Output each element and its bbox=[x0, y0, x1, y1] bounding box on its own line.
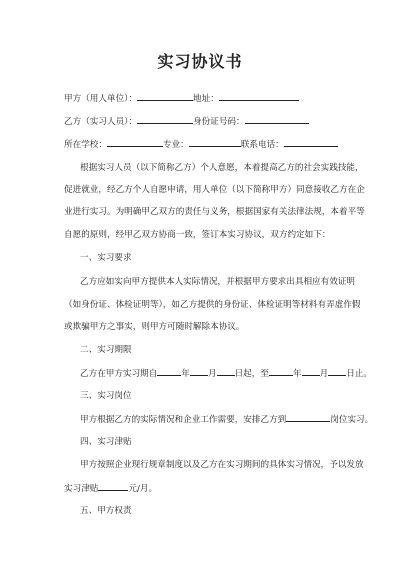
section-5-heading: 五、甲方权责 bbox=[80, 506, 132, 516]
start-day-blank[interactable] bbox=[217, 367, 235, 376]
party-b-label: 乙方（实习人员）： bbox=[64, 117, 138, 127]
school-line bbox=[64, 138, 338, 151]
intro-line-4: 自愿的原则，经甲乙双方协商一致，签订本实习协议，双方约定如下： bbox=[64, 230, 331, 240]
section-2-heading: 二、实习期限 bbox=[80, 345, 132, 355]
s3-text-start: 甲方根据乙方的实际情况和企业工作需要，安排乙方到 bbox=[80, 415, 287, 425]
s4-line-1: 甲方按照企业现行规章制度以及乙方在实习期间的具体实习情况，予以发放 bbox=[80, 460, 364, 470]
intro-line-2: 促进就业，经乙方个人自愿申请，用人单位（以下简称甲方）同意接收乙方在企 bbox=[64, 185, 365, 195]
party-a-line bbox=[64, 92, 299, 105]
party-b-line bbox=[64, 115, 309, 128]
section-4-heading: 四、实习津贴 bbox=[80, 437, 132, 447]
start-year-blank[interactable] bbox=[157, 367, 181, 376]
end-month-blank[interactable] bbox=[302, 367, 320, 376]
s2-text-month-2: 月 bbox=[319, 369, 329, 379]
party-a-address-label: 地址： bbox=[193, 94, 219, 104]
section-3-heading: 三、实习岗位 bbox=[80, 391, 132, 401]
s1-line-1: 乙方应如实向甲方提供本人实际情况，并根据甲方要求出具相应有效证明 bbox=[80, 277, 356, 287]
intro-line-3: 业进行实习。为明确甲乙双方的责任与义务，根据国家有关法律法规，本着平等 bbox=[64, 207, 365, 217]
phone-blank[interactable] bbox=[284, 138, 338, 147]
s4-text-end: 元/月。 bbox=[128, 484, 158, 494]
party-a-name-blank[interactable] bbox=[137, 92, 193, 101]
s4-text-start: 实习津贴 bbox=[64, 484, 99, 494]
s2-text-start: 乙方在甲方实习期自 bbox=[80, 369, 158, 379]
end-year-blank[interactable] bbox=[269, 367, 293, 376]
s2-text-end: 日止。 bbox=[346, 369, 372, 379]
s1-line-2: （如身份证、体检证明等），如乙方提供的身份证、体检证明等材料有弄虚作假 bbox=[64, 300, 361, 310]
s2-text-year: 年 bbox=[181, 369, 190, 379]
school-label: 所在学校： bbox=[64, 140, 107, 150]
s3-text-end: 岗位实习。 bbox=[330, 415, 374, 425]
phone-label: 联系电话： bbox=[240, 140, 284, 150]
start-month-blank[interactable] bbox=[190, 367, 208, 376]
party-b-id-blank[interactable] bbox=[245, 115, 309, 124]
s2-text-month: 月 bbox=[207, 369, 217, 379]
allowance-amount-blank[interactable] bbox=[98, 482, 128, 491]
end-day-blank[interactable] bbox=[328, 367, 346, 376]
party-a-label: 甲方（用人单位）： bbox=[64, 94, 138, 104]
s2-text-year-2: 年 bbox=[292, 369, 302, 379]
s3-position-line bbox=[80, 413, 373, 426]
party-b-name-blank[interactable] bbox=[137, 115, 193, 124]
s2-period-line bbox=[80, 367, 372, 380]
school-blank[interactable] bbox=[107, 138, 163, 147]
s4-allowance-line bbox=[64, 482, 157, 495]
major-label: 专业： bbox=[162, 140, 189, 150]
section-1-heading: 一、实习要求 bbox=[80, 253, 132, 263]
major-blank[interactable] bbox=[189, 138, 241, 147]
s2-text-to: 日起，至 bbox=[234, 369, 269, 379]
intro-line-1: 根据实习人员（以下简称乙方）个人意愿，本着提高乙方的社会实践技能， bbox=[80, 163, 364, 173]
party-a-address-blank[interactable] bbox=[219, 92, 299, 101]
position-blank[interactable] bbox=[286, 413, 330, 422]
party-b-id-label: 身份证号码： bbox=[193, 117, 245, 127]
document-title: 实习协议书 bbox=[157, 52, 243, 71]
s1-line-3: 或欺骗甲方之事实，则甲方可随时解除本协议。 bbox=[64, 322, 245, 332]
